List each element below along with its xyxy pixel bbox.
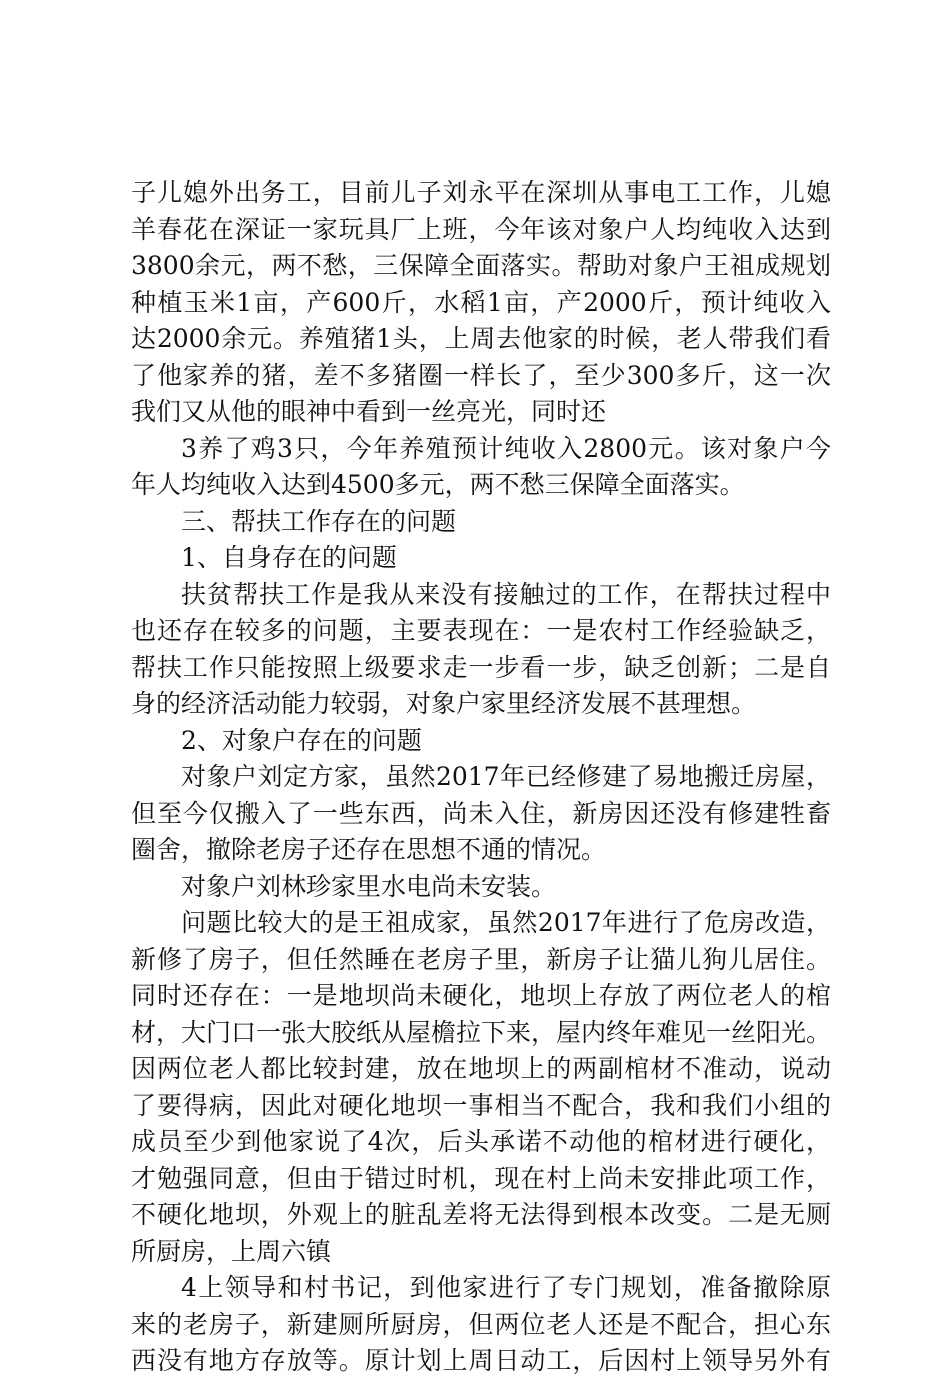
text-line: 三、帮扶工作存在的问题 <box>181 506 457 536</box>
text-line: 1、自身存在的问题 <box>181 543 397 572</box>
text-line: 所厨房，上周六镇 <box>131 1236 332 1266</box>
text-line: 我们又从他的眼神中看到一丝亮光，同时还 <box>131 397 607 426</box>
text-line: 来的老房子，新建厕所厨房，但两位老人还是不配合，担心东 <box>131 1309 831 1339</box>
text-line: 也还存在较多的问题，主要表现在：一是农村工作经验缺乏， <box>131 616 831 645</box>
text-line: 身的经济活动能力较弱，对象户家里经济发展不甚理想。 <box>131 689 757 718</box>
text-line: 圈舍，撤除老房子还存在思想不通的情况。 <box>131 835 607 864</box>
text-line: 年人均纯收入达到4500多元，两不愁三保障全面落实。 <box>131 470 745 499</box>
text-line: 种植玉米1亩，产600斤，水稻1亩，产2000斤，预计纯收入 <box>131 287 831 317</box>
text-line: 对象户刘定方家，虽然2017年已经修建了易地搬迁房屋， <box>181 762 831 791</box>
text-line: 达2000余元。养殖猪1头，上周去他家的时候，老人带我们看 <box>131 324 831 353</box>
text-line: 成员至少到他家说了4次，后头承诺不动他的棺材进行硬化， <box>131 1127 831 1156</box>
text-line: 羊春花在深证一家玩具厂上班，今年该对象户人均纯收入达到 <box>131 214 831 244</box>
text-line: 同时还存在：一是地坝尚未硬化，地坝上存放了两位老人的棺 <box>131 981 831 1010</box>
text-line: 才勉强同意，但由于错过时机，现在村上尚未安排此项工作， <box>131 1163 831 1193</box>
text-line: 新修了房子，但任然睡在老房子里，新房子让猫儿狗儿居住。 <box>131 944 831 974</box>
text-line: 子儿媳外出务工，目前儿子刘永平在深圳从事电工工作，儿媳 <box>131 178 831 207</box>
text-line: 2、对象户存在的问题 <box>181 725 422 755</box>
document-body <box>131 175 831 1380</box>
text-line: 3800余元，两不愁，三保障全面落实。帮助对象户王祖成规划 <box>131 251 831 280</box>
text-line: 西没有地方存放等。原计划上周日动工，后因村上领导另外有 <box>131 1346 831 1375</box>
text-line: 3养了鸡3只，今年养殖预计纯收入2800元。该对象户今 <box>181 433 831 463</box>
text-line: 对象户刘林珍家里水电尚未安装。 <box>181 871 557 901</box>
text-line: 了他家养的猪，差不多猪圈一样长了，至少300多斤，这一次 <box>131 360 831 390</box>
text-line: 扶贫帮扶工作是我从来没有接触过的工作，在帮扶过程中 <box>181 579 831 609</box>
text-line: 了要得病，因此对硬化地坝一事相当不配合，我和我们小组的 <box>131 1090 831 1120</box>
text-line: 不硬化地坝，外观上的脏乱差将无法得到根本改变。二是无厕 <box>131 1200 831 1229</box>
text-line: 因两位老人都比较封建，放在地坝上的两副棺材不准动，说动 <box>131 1054 831 1083</box>
text-line: 材，大门口一张大胶纸从屋檐拉下来，屋内终年难见一丝阳光。 <box>131 1017 832 1047</box>
text-line: 4上领导和村书记，到他家进行了专门规划，准备撤除原 <box>181 1273 831 1302</box>
text-line: 帮扶工作只能按照上级要求走一步看一步，缺乏创新；二是自 <box>131 652 831 682</box>
text-line: 问题比较大的是王祖成家，虽然2017年进行了危房改造， <box>181 908 831 937</box>
text-line: 但至今仅搬入了一些东西，尚未入住，新房因还没有修建牲畜 <box>131 798 831 828</box>
